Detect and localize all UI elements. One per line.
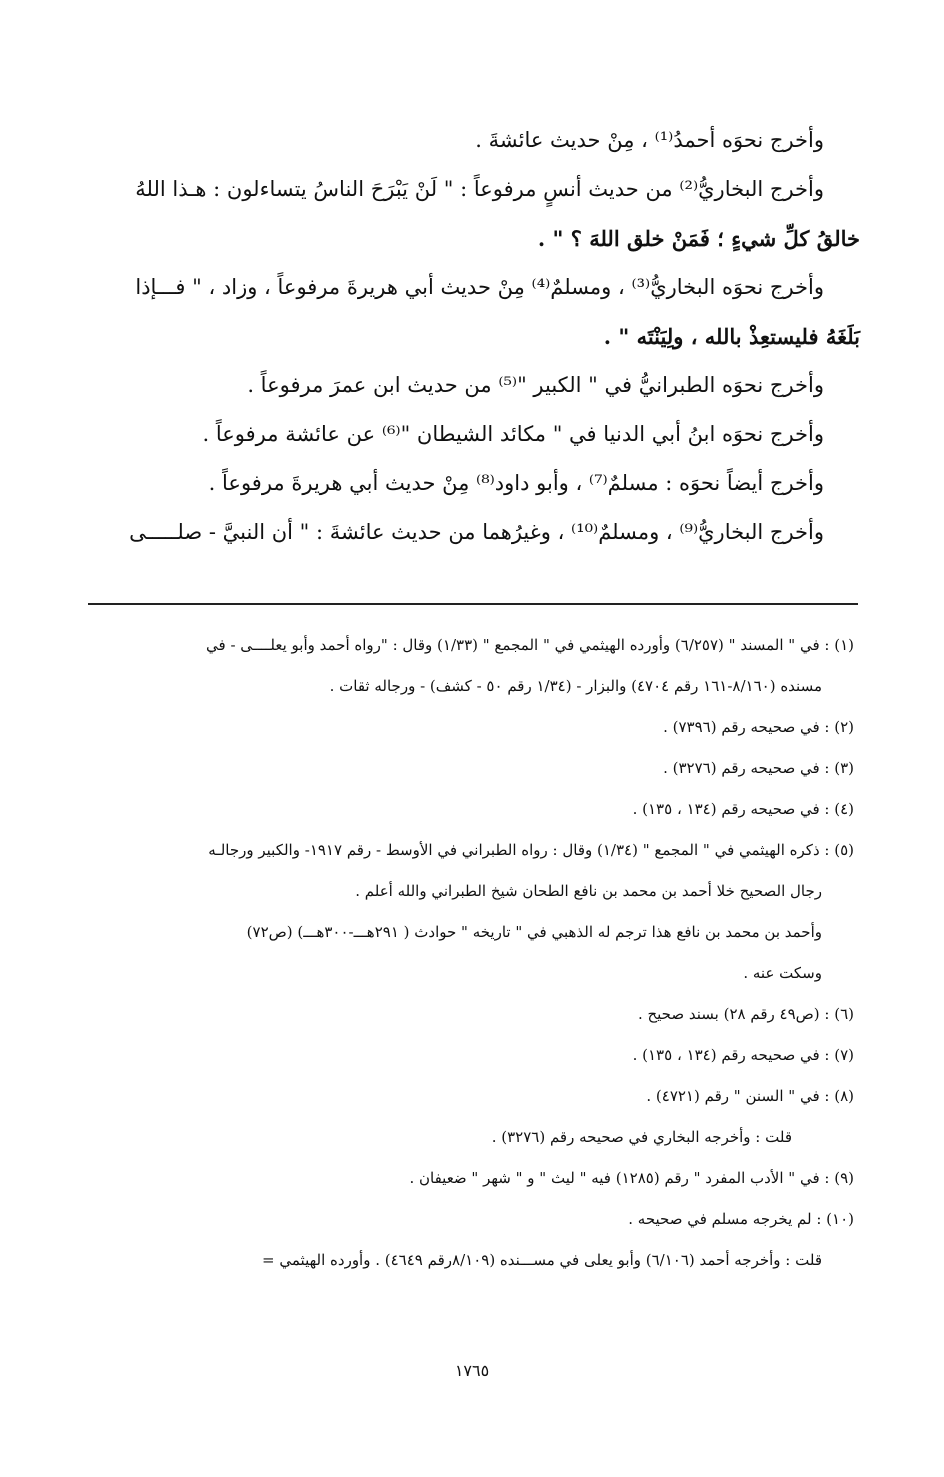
footnote-line-12: (٨) : في " السنن " رقم (٤٧٢١) . bbox=[646, 1087, 854, 1105]
footnote-line-1: (١) : في " المسند " (٦/٢٥٧) وأورده الهيثمي في " المجمع " (١/٣٣) وقال : "رواه أحمد وأبو يعلــــى - في bbox=[206, 636, 854, 654]
body-line-6: وأخرج نحوَه الطبرانيُّ في " الكبير "⁽⁵⁾ من حديث ابن عمرَ مرفوعاً . bbox=[247, 373, 824, 397]
footnote-separator bbox=[88, 603, 858, 605]
body-line-8: وأخرج أيضاً نحوَه : مسلمٌ⁽⁷⁾ ، وأبو داود⁽⁸⁾ مِنْ حديث أبي هريرةَ مرفوعاً . bbox=[208, 471, 824, 495]
body-line-1: وأخرج نحوَه أحمدُ⁽¹⁾ ، مِنْ حديث عائشةَ . bbox=[475, 128, 824, 152]
footnote-line-14: (٩) : في " الأدب المفرد " رقم (١٢٨٥) فيه " ليث " و " شهر " ضعيفان . bbox=[409, 1169, 854, 1187]
body-line-3: خالقُ كلِّ شيءٍ ؛ فَمَنْ خلق اللهَ ؟ " . bbox=[537, 226, 860, 251]
footnote-line-8: وأحمد بن محمد بن نافع هذا ترجم له الذهبي في " تاريخه " حوادث ( ٢٩١هـــ-٣٠٠هـــ) (ص٧٢) bbox=[246, 923, 822, 941]
footnote-line-11: (٧) : في صحيحه رقم (١٣٤ ، ١٣٥) . bbox=[632, 1046, 854, 1064]
body-line-5: بَلَغَهُ فليستعِذْ بالله ، ولِيَنْتَه " . bbox=[603, 324, 860, 349]
footnote-line-13: قلت : وأخرجه البخاري في صحيحه رقم (٣٢٧٦) . bbox=[491, 1128, 792, 1146]
footnote-line-10: (٦) : (ص٤٩ رقم ٢٨) بسند صحيح . bbox=[637, 1005, 854, 1023]
footnote-line-7: رجال الصحيح خلا أحمد بن محمد بن نافع الطحان شيخ الطبراني والله أعلم . bbox=[355, 882, 822, 900]
footnote-line-4: (٣) : في صحيحه رقم (٣٢٧٦) . bbox=[663, 759, 854, 777]
footnote-line-9: وسكت عنه . bbox=[743, 964, 822, 982]
footnote-line-5: (٤) : في صحيحه رقم (١٣٤ ، ١٣٥) . bbox=[632, 800, 854, 818]
footnotes bbox=[84, 625, 854, 1281]
footnote-line-3: (٢) : في صحيحه رقم (٧٣٩٦) . bbox=[663, 718, 854, 736]
footnote-line-16: قلت : وأخرجه أحمد (٦/١٠٦) وأبو يعلى في مســـنده (٨/١٠٩رقم ٤٦٤٩) . وأورده الهيثمي = bbox=[262, 1251, 822, 1269]
page-number: ١٧٦٥ bbox=[454, 1361, 490, 1380]
main-text bbox=[80, 116, 860, 557]
body-line-4: وأخرج نحوَه البخاريُّ⁽³⁾ ، ومسلمٌ⁽⁴⁾ مِنْ حديث أبي هريرةَ مرفوعاً ، وزاد ، " فـــإذا bbox=[135, 275, 824, 299]
body-line-2: وأخرج البخاريُّ⁽²⁾ من حديث أنسٍ مرفوعاً : " لَنْ يَبْرَحَ الناسُ يتساءلون : هـذا اللهُ bbox=[135, 177, 824, 201]
body-line-7: وأخرج نحوَه ابنُ أبي الدنيا في " مكائد الشيطان "⁽⁶⁾ عن عائشة مرفوعاً . bbox=[202, 422, 824, 446]
footnote-line-15: (١٠) : لم يخرجه مسلم في صحيحه . bbox=[628, 1210, 854, 1228]
body-line-9: وأخرج البخاريُّ⁽⁹⁾ ، ومسلمٌ⁽¹⁰⁾ ، وغيرُهما من حديث عائشةَ : " أن النبيَّ - صلـــــى bbox=[129, 520, 824, 544]
footnote-line-2: مسنده (٨/١٦٠-١٦١ رقم ٤٧٠٤) والبزار - (١/٣٤ رقم ٥٠ - كشف) - ورجاله ثقات . bbox=[329, 677, 822, 695]
footnote-line-6: (٥) : ذكره الهيثمي في " المجمع " (١/٣٤) وقال : رواه الطبراني في الأوسط - رقم ١٩١٧- والكبير ورجالـه bbox=[208, 841, 854, 859]
